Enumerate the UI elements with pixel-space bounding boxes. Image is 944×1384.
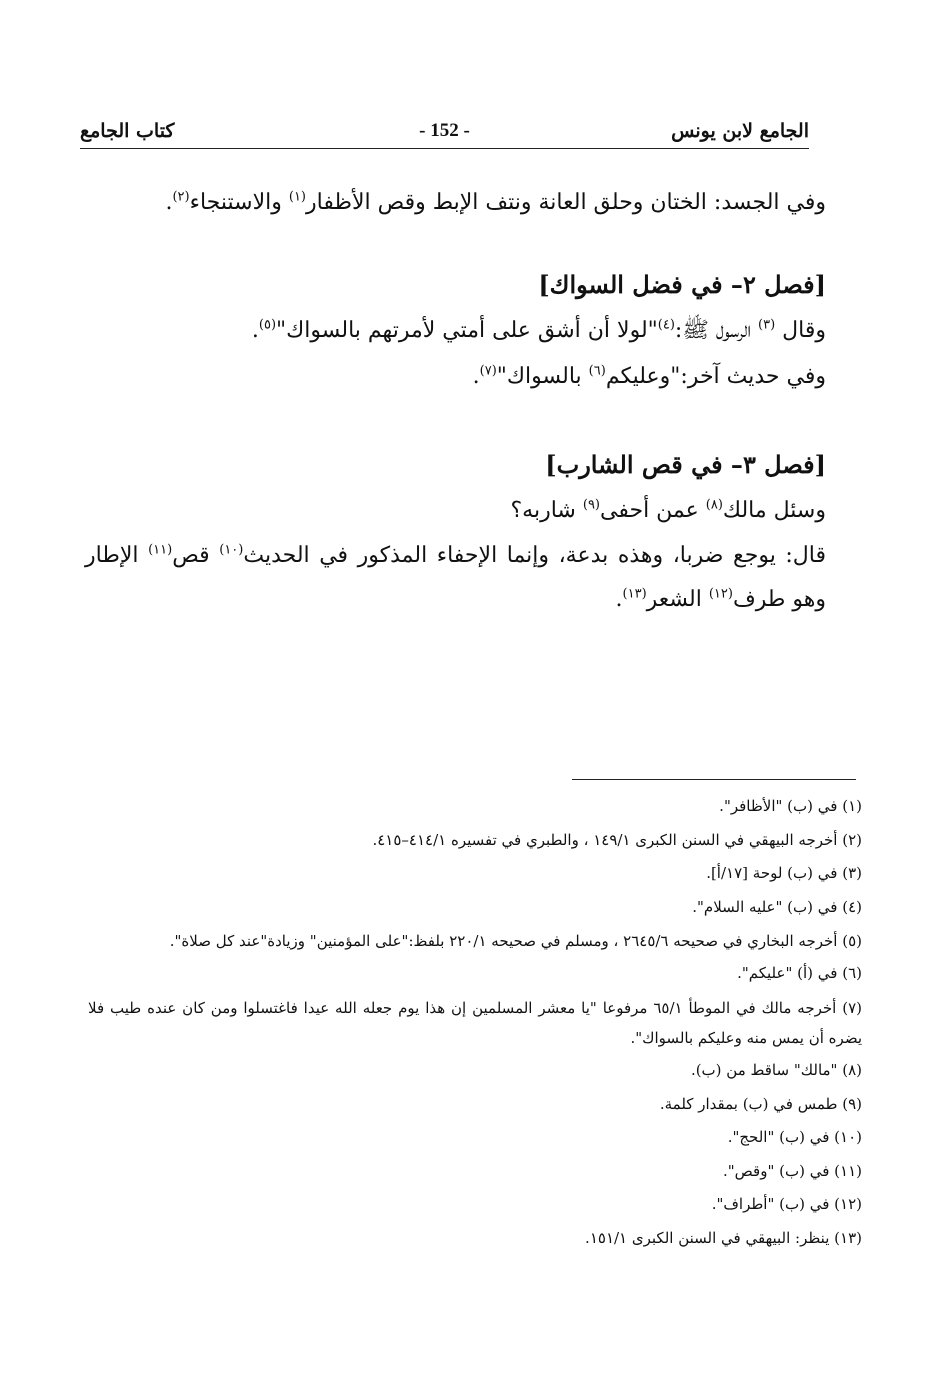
footnote-6: (٦) في (أ) "عليكم". [737,964,862,983]
footnote-separator [572,779,856,780]
section-3-heading: [فصل ٣– في قص الشارب] [545,450,826,479]
section-2-other-hadith: وفي حديث آخر:"وعليكم$^{(٦)}$ بالسواك"$^{(٧)}$. [472,363,826,389]
section-3-question: وسئل مالك$^{(٨)}$ عمن أحفى$^{(٩)}$ شاربه؟ [510,497,826,523]
footnote-1: (١) في (ب) "الأظافر". [719,797,862,815]
footnote-11: (١١) في (ب) "وقص". [723,1161,862,1180]
footnote-5: (٥) أخرجه البخاري في صحيحه ٢٦٤٥/٦ ، ومسلم في صحيحه ٢٢٠/١ بلفظ:"على المؤمنين" وزيادة"عند كل صلاة". [169,932,862,951]
footnotes [88,790,862,1256]
intro-paragraph: وفي الجسد: الختان وحلق العانة ونتف الإبط وقص الأظفار$^{(١)}$ والاستنجاء$^{(٢)}$. [165,189,826,215]
main-text [85,180,826,622]
page-number: - 152 - [419,120,470,141]
section-2-heading: [فصل ٢– في فضل السواك] [538,270,826,299]
footnote-12: (١٢) في (ب) "أطراف". [711,1195,862,1214]
footnote-13: (١٣) ينظر: البيهقي في السنن الكبرى ١٥١/١. [585,1228,862,1247]
section-3-answer: قال: يوجع ضربا، وهذه بدعة، وإنما الإحفاء المذكور في الحديث$^{(١٠)}$ قص$^{(١١)}$ الإطار وهو طرف$^{(١٢)}$ الشعر$^{(١٣)}$. [85,542,826,612]
section-2-hadith: وقال $^{(٣)}$ الرسول ﷺ:$^{(٤)}$"لولا أن أشق على أمتي لأمرتهم بالسواك"$^{(٥)}$. [251,317,826,343]
footnote-8: (٨) "مالك" ساقط من (ب). [690,1060,862,1079]
footnote-3: (٣) في (ب) لوحة [١٧/أ]. [706,864,862,883]
footnote-9: (٩) طمس في (ب) بمقدار كلمة. [659,1094,862,1113]
header-book-title: الجامع لابن يونس [671,120,809,142]
footnote-4: (٤) في (ب) "عليه السلام". [692,897,862,916]
running-header [80,118,809,149]
footnote-7: (٧) أخرجه مالك في الموطأ ٦٥/١ مرفوعا "يا معشر المسلمين إن هذا يوم جعله الله عيدا فاغتسلوا ومن كان عنده طيب فلا يضره أن يمس منه وعليكم بالسواك". [88,998,862,1047]
footnote-2: (٢) أخرجه البيهقي في السنن الكبرى ١٤٩/١ ، والطبري في تفسيره ٤١٤/١–٤١٥. [372,830,862,849]
header-chapter-title: كتاب الجامع [80,120,175,142]
footnote-10: (١٠) في (ب) "الحج". [727,1128,862,1147]
